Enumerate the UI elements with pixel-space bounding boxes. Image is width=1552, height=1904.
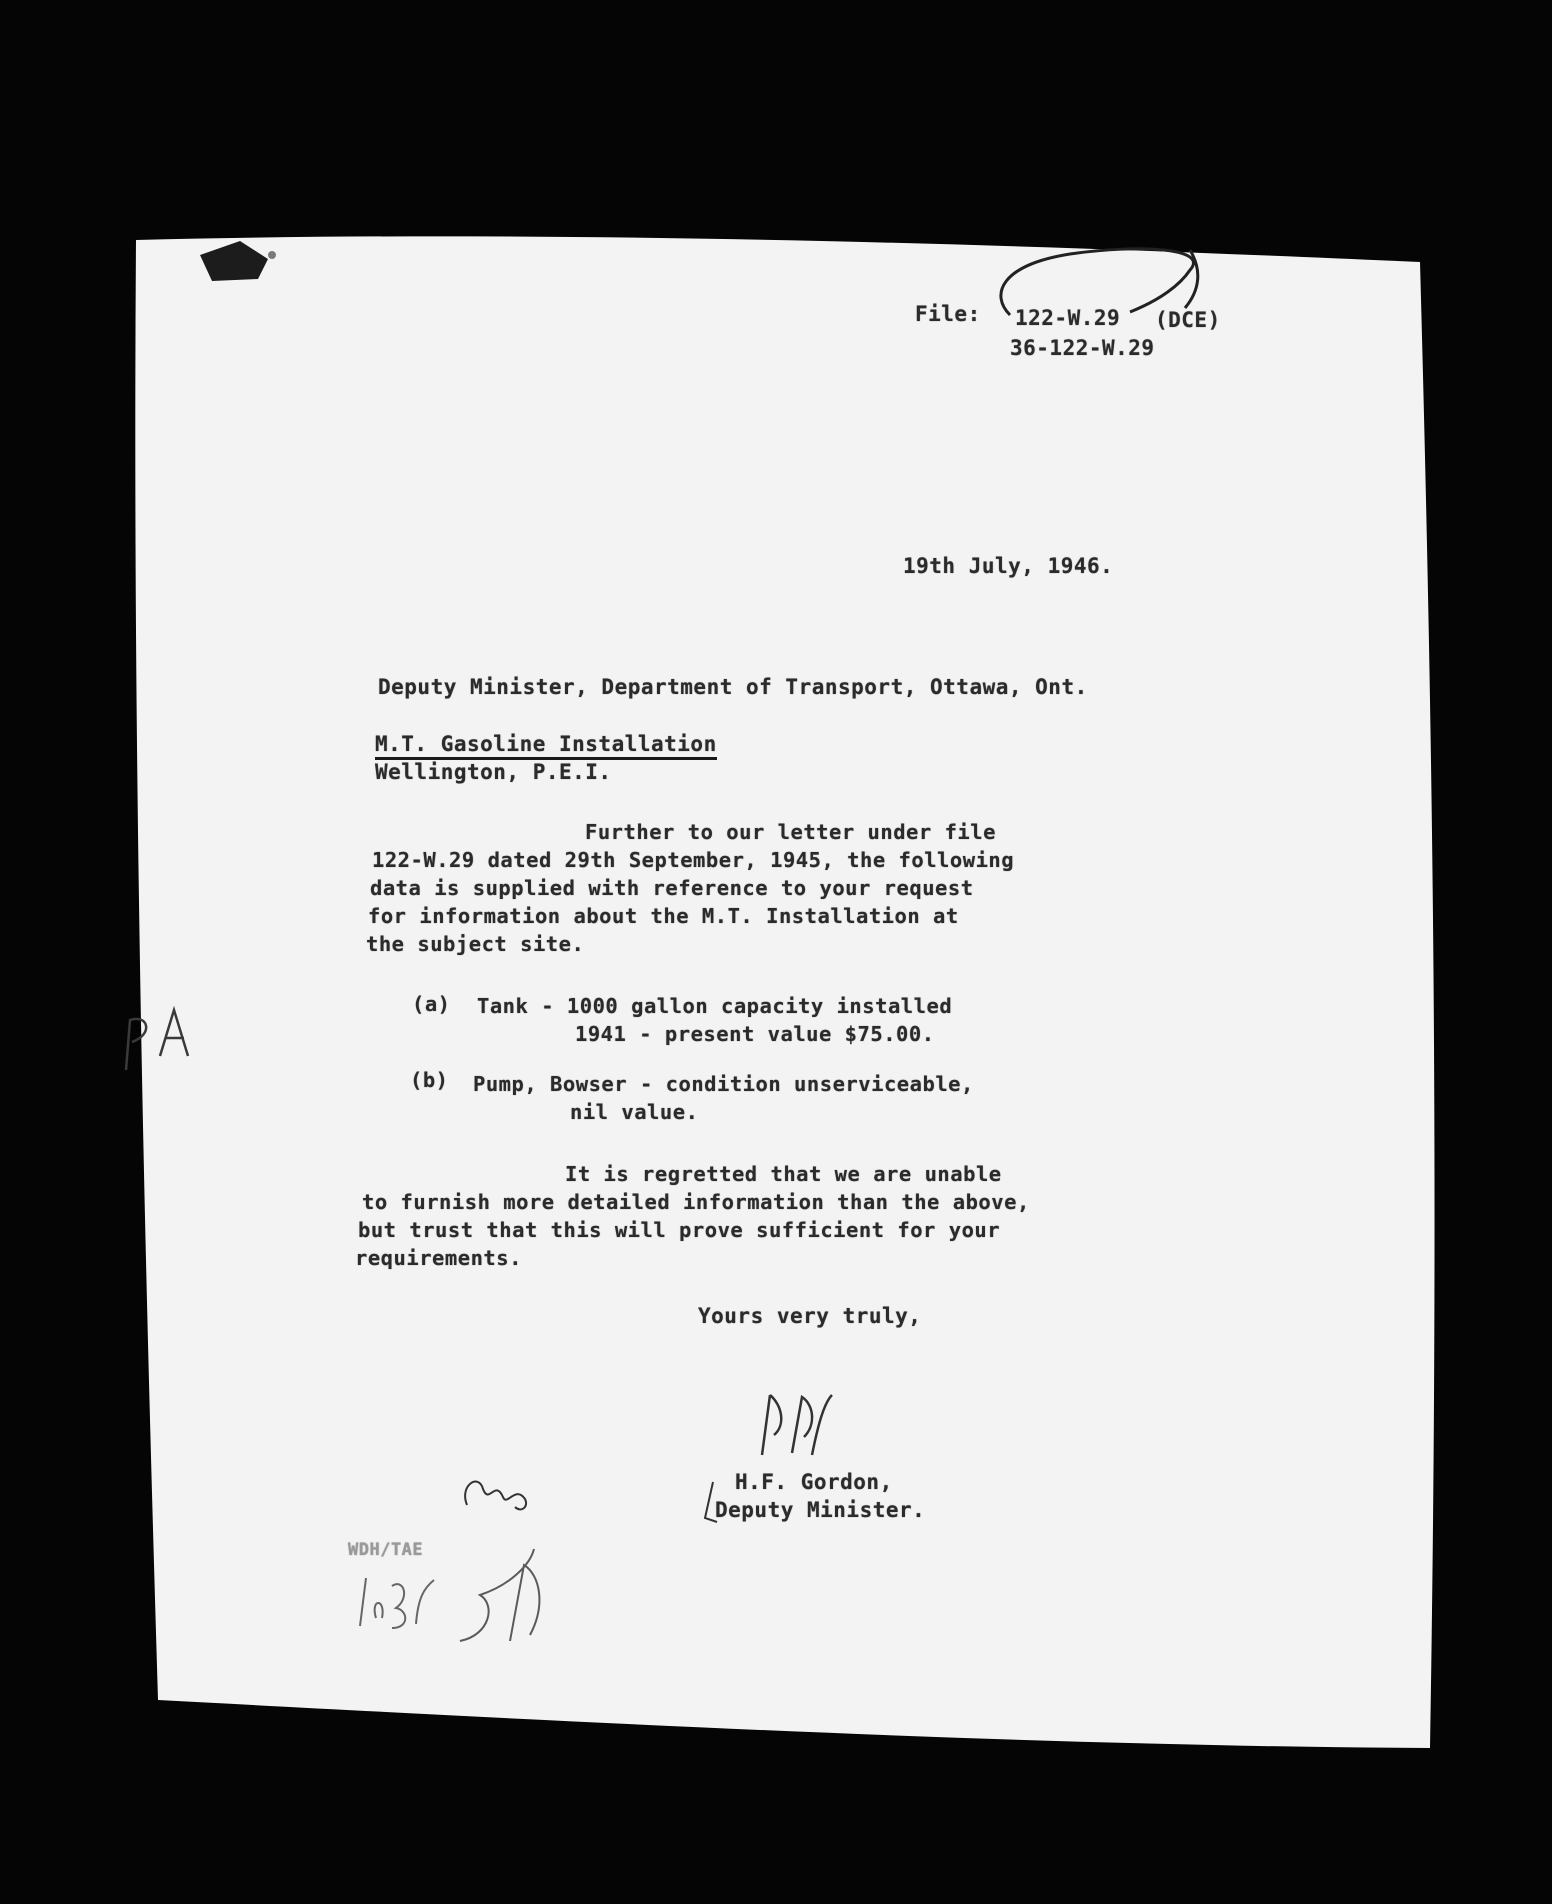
signatory-bracket [695, 1478, 725, 1538]
item-a-line-2: 1941 - present value $75.00. [575, 1022, 935, 1046]
file-number: 122-W.29 [1015, 306, 1121, 330]
paragraph-2-line-3: but trust that this will prove sufficient for your [358, 1218, 1001, 1242]
file-number-2: 36-122-W.29 [1010, 336, 1155, 360]
item-a-marker: (a) [412, 992, 451, 1016]
paragraph-1-line-1: Further to our letter under file [585, 820, 996, 844]
signatory-title: Deputy Minister. [715, 1498, 926, 1522]
item-b-marker: (b) [410, 1068, 449, 1092]
handwritten-pencil-scribble [450, 1545, 570, 1655]
reference-initials: WDH/TAE [348, 1540, 424, 1560]
circled-file-number [980, 240, 1240, 350]
file-code: (DCE) [1155, 308, 1221, 332]
item-b-line-1: Pump, Bowser - condition unserviceable, [473, 1072, 974, 1096]
handwritten-signature [752, 1385, 842, 1475]
subject-line-2: Wellington, P.E.I. [375, 760, 612, 784]
paragraph-1-line-2: 122-W.29 dated 29th September, 1945, the following [372, 848, 1015, 872]
paragraph-1-line-3: data is supplied with reference to your request [370, 876, 974, 900]
subject-line-1: M.T. Gasoline Installation [375, 732, 717, 760]
letter-date: 19th July, 1946. [903, 554, 1114, 578]
paragraph-1-line-5: the subject site. [366, 932, 585, 956]
item-b-line-2: nil value. [570, 1100, 699, 1124]
item-a-line-1: Tank - 1000 gallon capacity installed [477, 994, 953, 1018]
paragraph-2-line-1: It is regretted that we are unable [565, 1162, 1002, 1186]
paragraph-1-line-4: for information about the M.T. Installation at [368, 904, 959, 928]
addressee: Deputy Minister, Department of Transport, Ottawa, Ont. [378, 675, 1088, 699]
file-label: File: [915, 302, 981, 326]
signatory-name: H.F. Gordon, [735, 1470, 893, 1494]
paragraph-2-line-4: requirements. [355, 1246, 522, 1270]
closing: Yours very truly, [698, 1304, 922, 1328]
paragraph-2-line-2: to furnish more detailed information than the above, [362, 1190, 1030, 1214]
